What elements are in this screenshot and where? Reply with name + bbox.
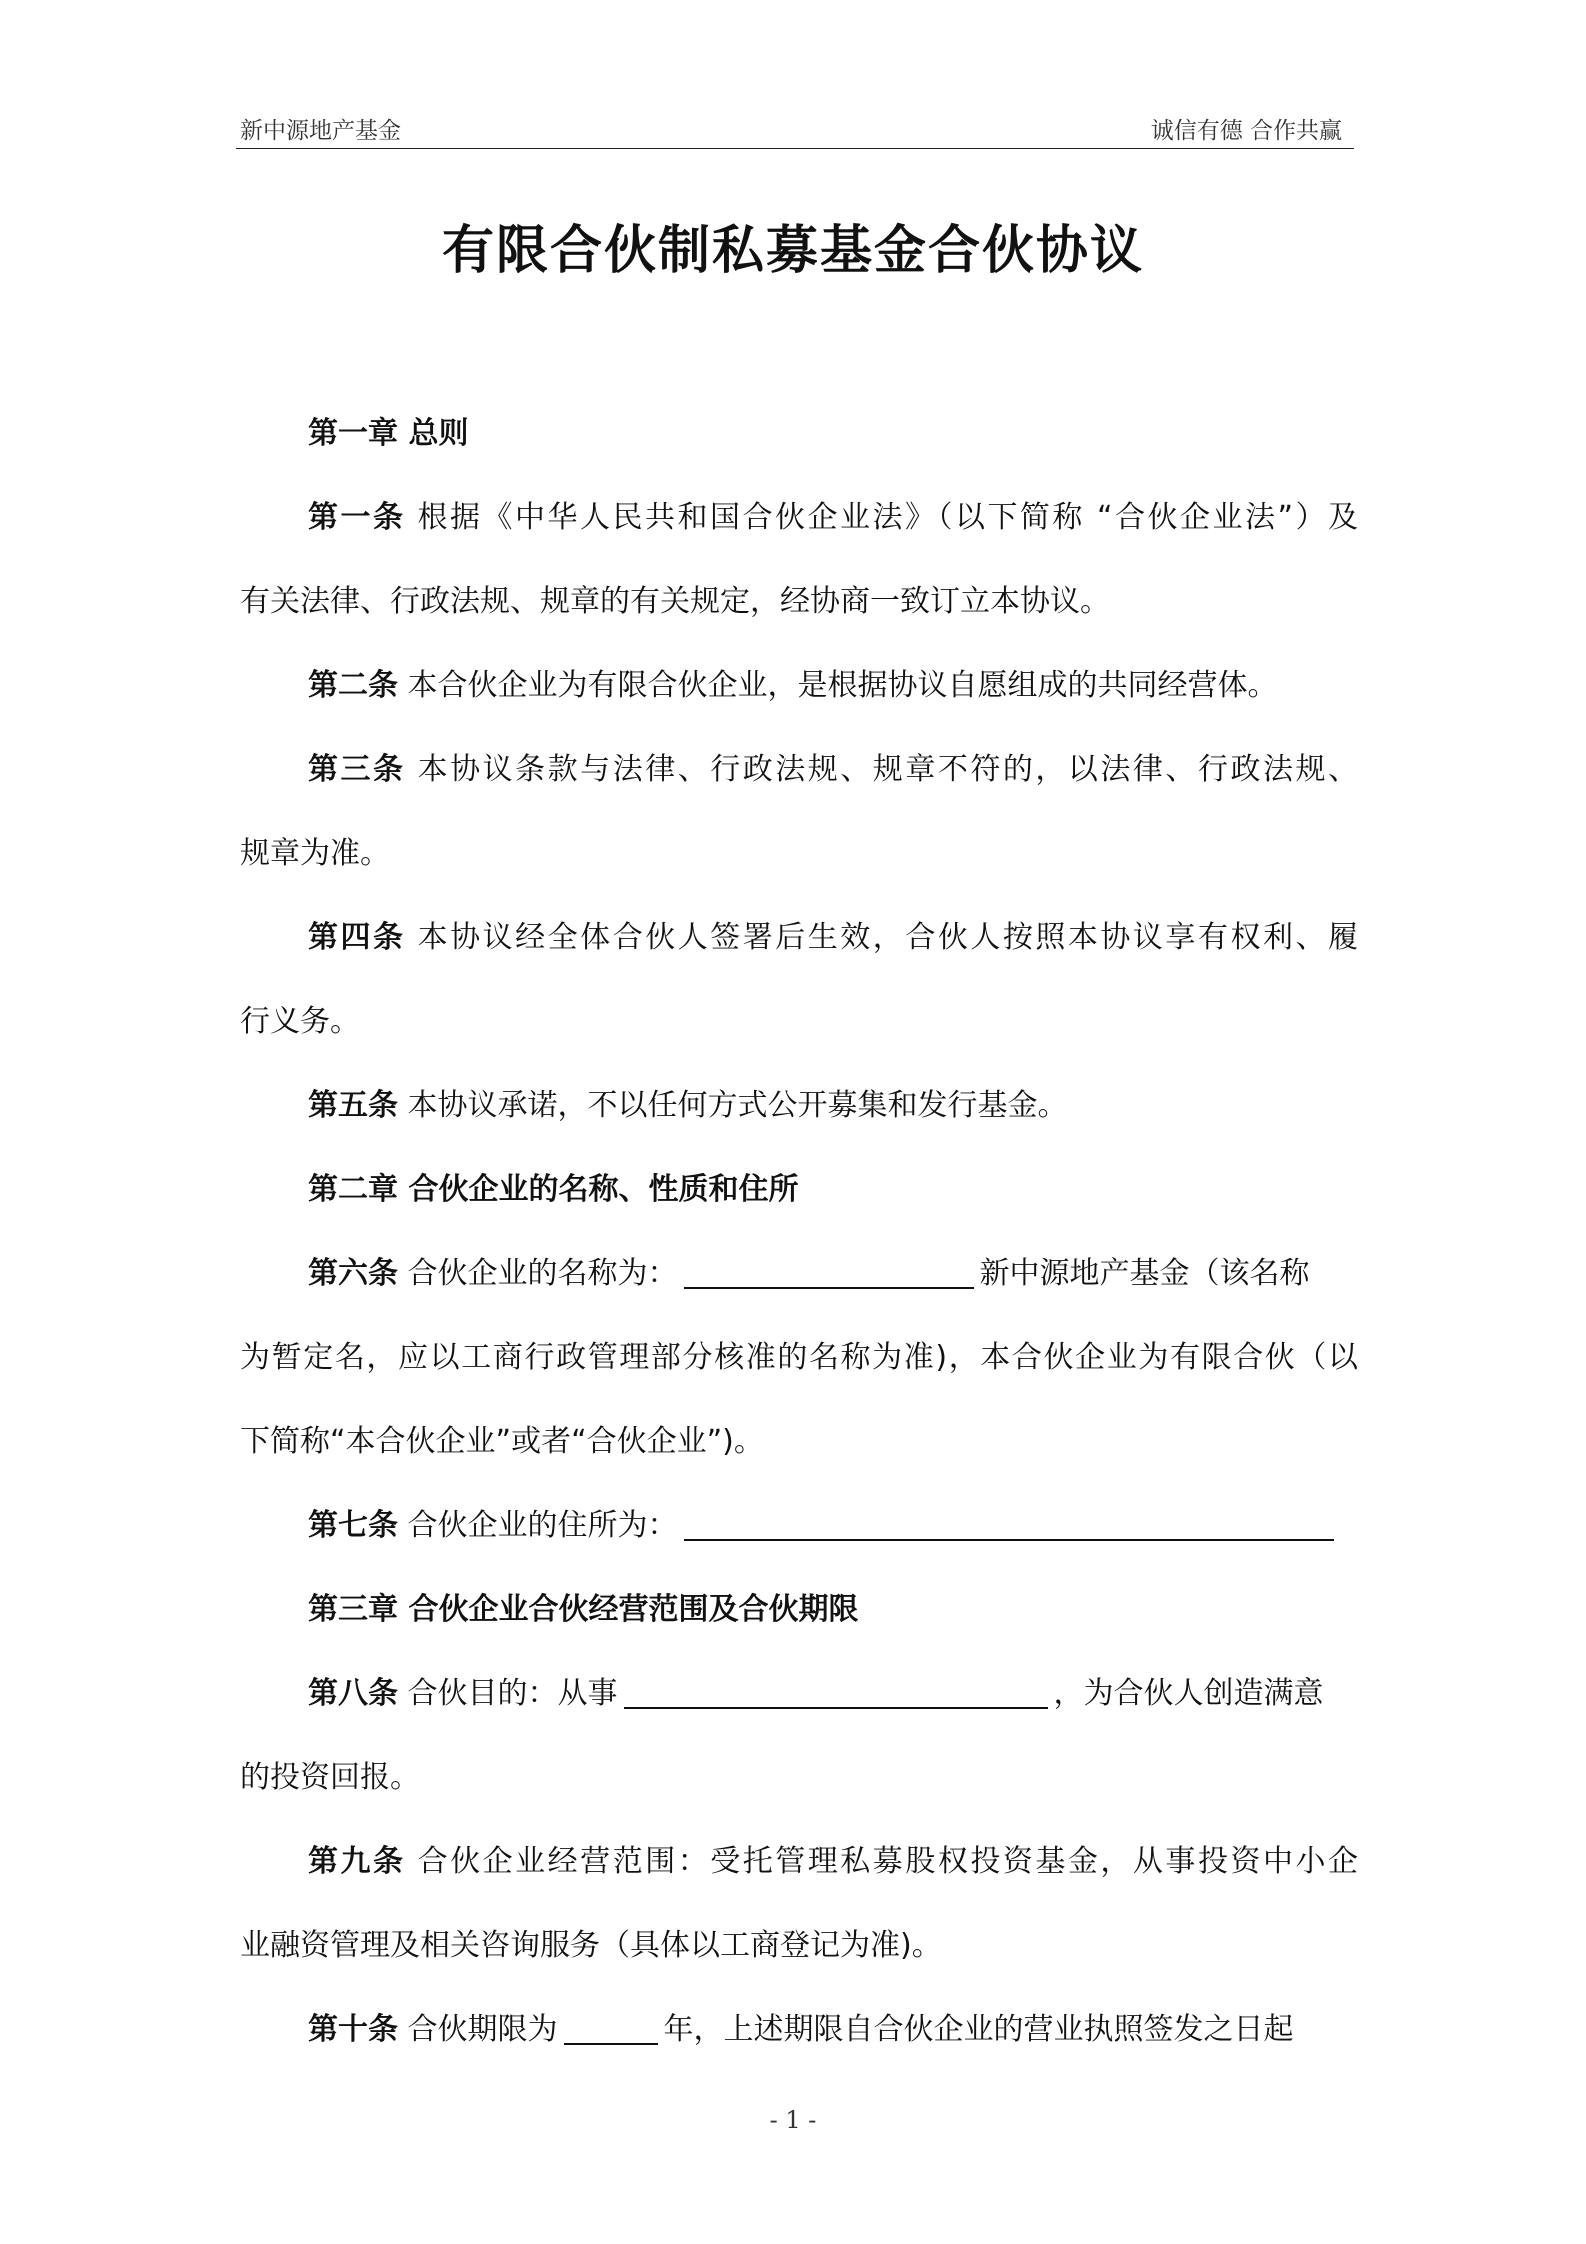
article-1-continued: 有关法律、行政法规、规章的有关规定，经协商一致订立本协议。: [240, 584, 1110, 619]
article-10: [240, 1988, 1358, 2072]
article-text: 合伙目的：从事: [407, 1676, 618, 1711]
article-3-continued: 规章为准。: [240, 836, 390, 871]
article-text: 新中源地产基金（该名称: [979, 1256, 1310, 1291]
article-6-continued: 下简称“本合伙企业”或者“合伙企业”)。: [240, 1424, 764, 1459]
article-6-continued: 为暂定名，应以工商行政管理部分核准的名称为准)，本合伙企业为有限合伙（以: [240, 1340, 1358, 1375]
article-label: 第七条: [308, 1508, 398, 1543]
article-1: [240, 476, 1358, 560]
article-5: [240, 1064, 1358, 1148]
header-slogan: 诚信有德 合作共赢: [1150, 118, 1342, 144]
article-8-continued: 的投资回报。: [240, 1760, 420, 1795]
article-text: 根据《中华人民共和国合伙企业法》（以下简称 “合伙企业法”）及: [417, 500, 1358, 535]
article-label: 第十条: [308, 2012, 398, 2047]
header-company-name: 新中源地产基金: [240, 118, 401, 144]
article-text: ，为合伙人创造满意: [1053, 1676, 1324, 1711]
chapter-heading-1: 第一章 总则: [308, 416, 469, 451]
article-text: 本协议承诺，不以任何方式公开募集和发行基金。: [407, 1088, 1068, 1123]
article-label: 第二条: [308, 668, 398, 703]
article-text: 合伙企业的名称为：: [407, 1256, 678, 1291]
article-9-continued: 业融资管理及相关咨询服务（具体以工商登记为准)。: [240, 1928, 942, 1963]
article-label: 第八条: [308, 1676, 398, 1711]
chapter-heading-2: 第二章 合伙企业的名称、性质和住所: [308, 1172, 799, 1207]
article-3: [240, 728, 1358, 812]
article-text: 合伙期限为: [407, 2012, 558, 2047]
chapter-heading-3: 第三章 合伙企业合伙经营范围及合伙期限: [308, 1592, 859, 1627]
article-label: 第九条: [308, 1844, 406, 1879]
article-text: 本协议条款与法律、行政法规、规章不符的，以法律、行政法规、: [417, 752, 1359, 787]
article-text: 合伙企业经营范围：受托管理私募股权投资基金，从事投资中小企: [417, 1844, 1359, 1879]
article-text: 年，上述期限自合伙企业的营业执照签发之日起: [663, 2012, 1294, 2047]
article-6: [240, 1232, 1358, 1316]
article-label: 第五条: [308, 1088, 398, 1123]
article-text: 本协议经全体合伙人签署后生效，合伙人按照本协议享有权利、履: [417, 920, 1359, 955]
document-title: 有限合伙制私募基金合伙协议: [441, 221, 1144, 281]
article-text: 合伙企业的住所为：: [407, 1508, 678, 1543]
article-4: [240, 896, 1358, 980]
page-number: - 1 -: [769, 2106, 817, 2134]
article-label: 第三条: [308, 752, 406, 787]
article-2: [240, 644, 1358, 728]
article-label: 第四条: [308, 920, 406, 955]
article-7: [240, 1484, 1358, 1568]
document-body: [240, 392, 1358, 2072]
address-blank: [684, 1505, 1334, 1541]
article-text: 本合伙企业为有限合伙企业，是根据协议自愿组成的共同经营体。: [407, 668, 1278, 703]
article-8: [240, 1652, 1358, 1736]
term-years-blank: [564, 2009, 658, 2045]
article-4-continued: 行义务。: [240, 1004, 360, 1039]
article-label: 第六条: [308, 1256, 398, 1291]
purpose-blank: [624, 1673, 1048, 1709]
fund-name-blank: [684, 1253, 974, 1289]
page-header: [236, 112, 1354, 149]
article-label: 第一条: [308, 500, 406, 535]
article-9: [240, 1820, 1358, 1904]
